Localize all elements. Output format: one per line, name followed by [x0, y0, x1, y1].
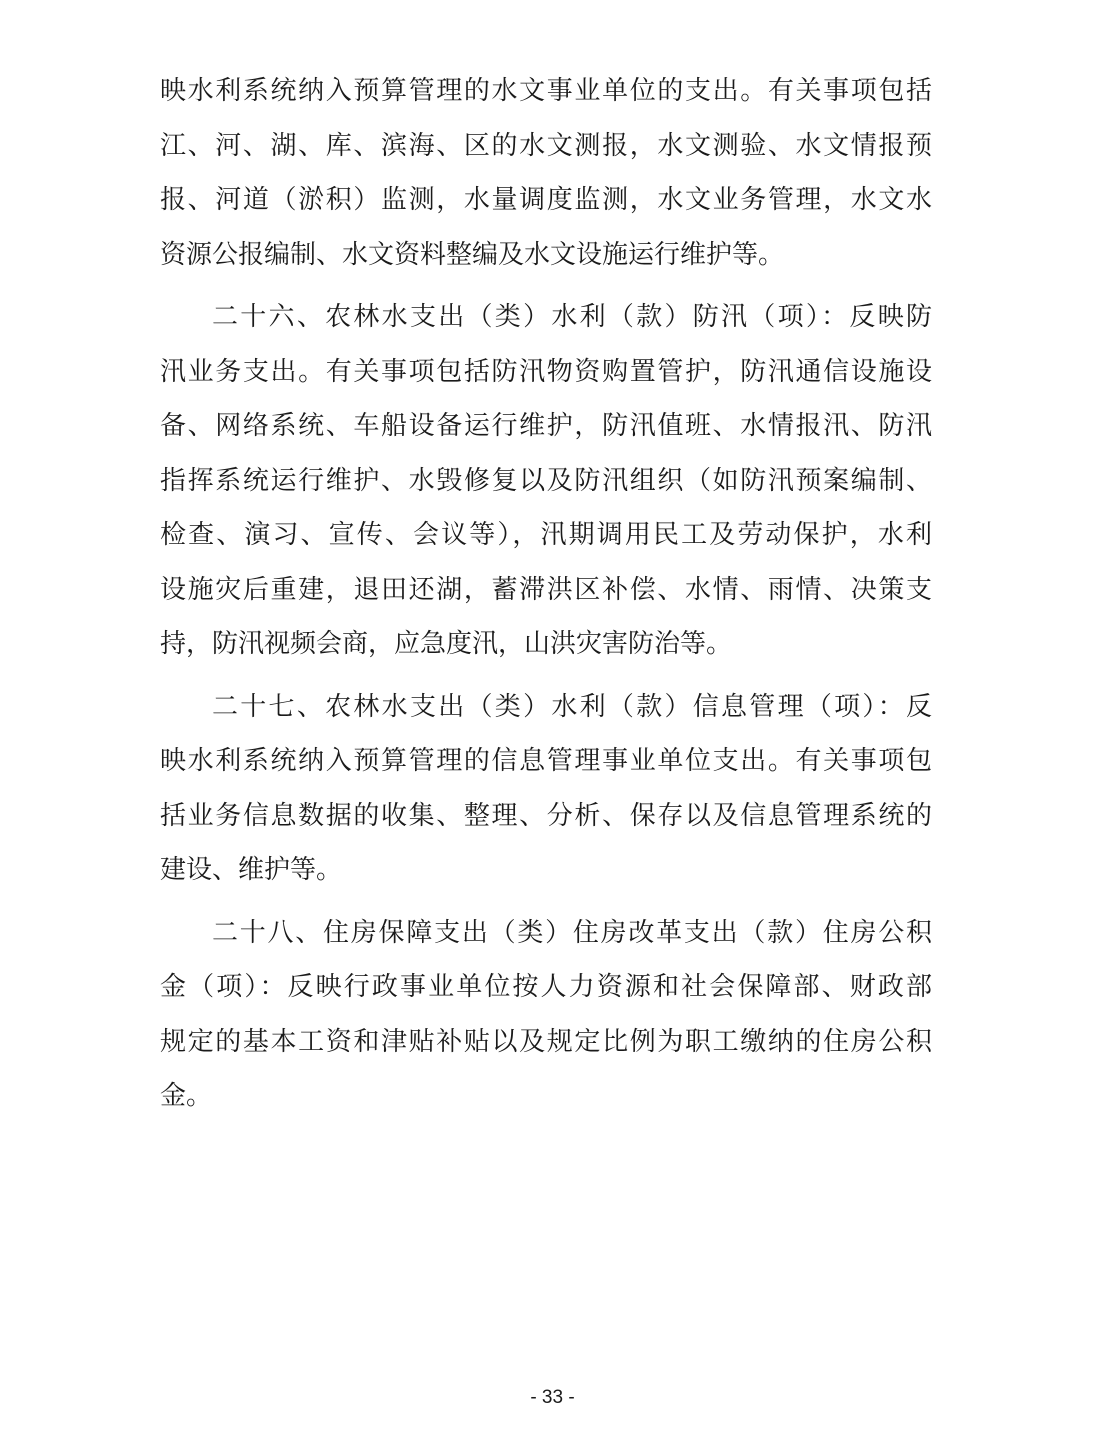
text-line: 检查、演习、宣传、会议等），汛期调用民工及劳动保护，水利 — [160, 520, 932, 550]
text-line: 二十七、农林水支出（类）水利（款）信息管理（项）：反 — [212, 691, 932, 722]
text-line: 持，防汛视频会商，应急度汛，山洪灾害防治等。 — [160, 629, 733, 659]
text-line: 江、河、湖、库、滨海、区的水文测报，水文测验、水文情报预 — [160, 130, 932, 161]
text-line: 建设、维护等。 — [160, 855, 343, 885]
paragraph-flood-control — [160, 290, 932, 672]
text-line: 二十六、农林水支出（类）水利（款）防汛（项）：反映防 — [212, 302, 932, 332]
text-line: 二十八、住房保障支出（类）住房改革支出（款）住房公积 — [212, 917, 932, 948]
document-body — [160, 64, 932, 1132]
text-line: 映水利系统纳入预算管理的水文事业单位的支出。有关事项包括 — [160, 76, 932, 106]
paragraph-housing-fund — [160, 906, 932, 1124]
text-line: 报、河道（淤积）监测，水量调度监测，水文业务管理，水文水 — [160, 185, 932, 215]
text-line: 备、网络系统、车船设备运行维护，防汛值班、水情报汛、防汛 — [160, 411, 932, 441]
text-line: 括业务信息数据的收集、整理、分析、保存以及信息管理系统的 — [160, 800, 932, 831]
text-line: 规定的基本工资和津贴补贴以及规定比例为职工缴纳的住房公积 — [160, 1026, 932, 1057]
paragraph-information-management — [160, 680, 932, 898]
text-line: 资源公报编制、水文资料整编及水文设施运行维护等。 — [160, 239, 785, 270]
text-line: 设施灾后重建，退田还湖，蓄滞洪区补偿、水情、雨情、决策支 — [160, 574, 932, 605]
text-line: 金。 — [160, 1081, 213, 1111]
text-line: 映水利系统纳入预算管理的信息管理事业单位支出。有关事项包 — [160, 746, 932, 776]
page-number: - 33 - — [530, 1387, 575, 1408]
text-line: 指挥系统运行维护、水毁修复以及防汛组织（如防汛预案编制、 — [160, 465, 932, 496]
text-line: 汛业务支出。有关事项包括防汛物资购置管护，防汛通信设施设 — [160, 356, 932, 387]
text-line: 金（项）：反映行政事业单位按人力资源和社会保障部、财政部 — [160, 972, 932, 1002]
paragraph-hydrology — [160, 64, 932, 282]
